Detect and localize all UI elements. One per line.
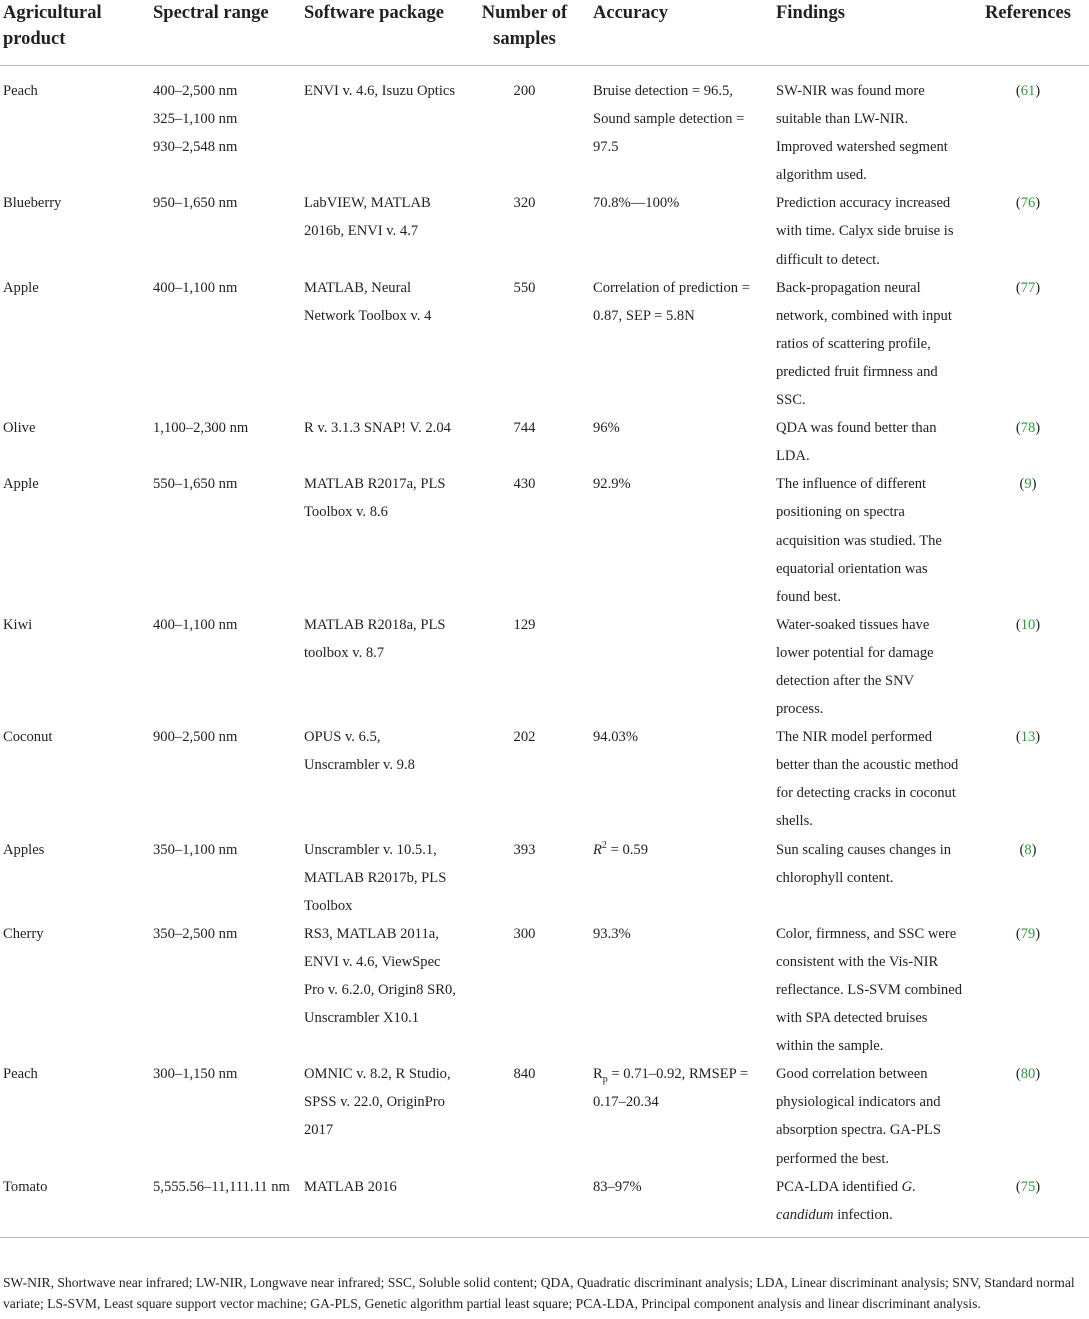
- cell-reference: (77): [1015, 279, 1041, 296]
- range-line: 550–1,650 nm: [153, 476, 238, 493]
- header-accuracy: Accuracy: [593, 3, 668, 23]
- cell-range: [150, 611, 301, 723]
- range-line: 300–1,150 nm: [153, 1066, 238, 1083]
- cell-samples: [462, 1173, 590, 1238]
- table-row: [0, 66, 1089, 190]
- table-row: [0, 1060, 1089, 1172]
- cell-accuracy: 83–97%: [593, 1178, 642, 1195]
- cell-findings: Back-propagation neural network, combined with input ratios of scattering profile, predicted fruit firmness and SSC.: [776, 279, 952, 409]
- cell-accuracy: [590, 611, 773, 723]
- reference-link[interactable]: 13: [1020, 729, 1036, 746]
- rp-value: = 0.71–0.92, RMSEP = 0.17–20.34: [593, 1066, 749, 1111]
- cell-range: [150, 836, 301, 920]
- table-row: [0, 836, 1089, 920]
- cell-findings: Color, firmness, and SSC were consistent with the Vis-NIR reflectance. LS-SVM combined with SPA detected bruises within the sample.: [776, 925, 963, 1055]
- range-line: 400–1,100 nm: [153, 616, 238, 633]
- header-software: Software package: [304, 3, 444, 23]
- reference-link[interactable]: 8: [1024, 841, 1032, 858]
- cell-product: Tomato: [3, 1178, 48, 1195]
- cell-range: [150, 470, 301, 610]
- reference-link[interactable]: 9: [1024, 476, 1032, 493]
- cell-findings: QDA was found better than LDA.: [776, 420, 937, 465]
- cell-reference: (61): [1015, 83, 1041, 99]
- header-references: References: [985, 3, 1071, 23]
- cell-product: Apples: [3, 841, 45, 858]
- range-line: 400–2,500 nm: [153, 83, 238, 99]
- cell-accuracy: 93.3%: [593, 925, 631, 942]
- reference-link[interactable]: 79: [1020, 925, 1036, 942]
- header-samples: Number of samples: [481, 3, 568, 49]
- cell-findings: Good correlation between physiological indicators and absorption spectra. GA-PLS performed the best.: [776, 1066, 941, 1167]
- cell-software: RS3, MATLAB 2011a, ENVI v. 4.6, ViewSpec Pro v. 6.2.0, Origin8 SR0, Unscrambler X10.1: [304, 925, 456, 1027]
- range-line: 5,555.56–11,111.11 nm: [153, 1178, 290, 1195]
- cell-accuracy: 94.03%: [593, 729, 638, 746]
- header-findings: Findings: [776, 3, 845, 23]
- cell-product: Peach: [3, 83, 38, 99]
- cell-software: MATLAB R2017a, PLS Toolbox v. 8.6: [304, 476, 446, 521]
- cell-software: MATLAB 2016: [304, 1178, 397, 1195]
- findings-species: G. candidum: [776, 1178, 916, 1223]
- table-row: [0, 1173, 1089, 1238]
- cell-range: [150, 189, 301, 273]
- header-product: Agricultural product: [3, 3, 102, 49]
- table-header: [0, 0, 1089, 66]
- r2-value: = 0.59: [610, 841, 648, 858]
- cell-software: Unscrambler v. 10.5.1, MATLAB R2017b, PLS Toolbox: [304, 841, 447, 914]
- cell-samples: 202: [513, 729, 536, 746]
- reference-link[interactable]: 77: [1020, 279, 1036, 296]
- table-row: [0, 189, 1089, 273]
- cell-software: MATLAB, Neural Network Toolbox v. 4: [304, 279, 432, 324]
- cell-samples: 200: [513, 83, 536, 99]
- cell-findings: Prediction accuracy increased with time. Calyx side bruise is difficult to detect.: [776, 195, 954, 268]
- cell-reference: (76): [1015, 195, 1041, 212]
- cell-accuracy: 92.9%: [593, 476, 631, 493]
- table-row: [0, 920, 1089, 1060]
- reference-link[interactable]: 10: [1020, 616, 1036, 633]
- cell-software: MATLAB R2018a, PLS toolbox v. 8.7: [304, 616, 446, 661]
- cell-samples: 840: [513, 1066, 536, 1083]
- cell-samples: 430: [513, 476, 536, 493]
- cell-findings: The influence of different positioning on spectra acquisition was studied. The equatorial orientation was found best.: [776, 476, 942, 605]
- table-row: [0, 414, 1089, 470]
- cell-product: Olive: [3, 420, 36, 437]
- cell-software: ENVI v. 4.6, Isuzu Optics: [304, 83, 456, 99]
- reference-link[interactable]: 75: [1020, 1178, 1036, 1195]
- cell-reference: (8): [1019, 841, 1037, 858]
- range-line: 350–1,100 nm: [153, 841, 238, 858]
- cell-range: [150, 723, 301, 835]
- cell-product: Blueberry: [3, 195, 62, 212]
- cell-product: Peach: [3, 1066, 38, 1083]
- cell-product: Apple: [3, 279, 39, 296]
- cell-range: [150, 66, 301, 190]
- cell-software: OPUS v. 6.5, Unscrambler v. 9.8: [304, 729, 415, 774]
- cell-samples: 300: [513, 925, 536, 942]
- cell-reference: (75): [1015, 1178, 1041, 1195]
- cell-accuracy: 96%: [593, 420, 620, 437]
- cell-findings: The NIR model performed better than the acoustic method for detecting cracks in coconut shells.: [776, 729, 959, 830]
- reference-link[interactable]: 80: [1020, 1066, 1036, 1083]
- cell-samples: 550: [513, 279, 536, 296]
- cell-findings: Sun scaling causes changes in chlorophyll content.: [776, 841, 952, 886]
- cell-software: LabVIEW, MATLAB 2016b, ENVI v. 4.7: [304, 195, 431, 240]
- cell-range: [150, 1173, 301, 1238]
- cell-reference: (10): [1015, 616, 1041, 633]
- range-line: 930–2,548 nm: [153, 139, 238, 156]
- cell-reference: (13): [1015, 729, 1041, 746]
- cell-product: Coconut: [3, 729, 53, 746]
- cell-accuracy: $R_p = 0.71-0.92$, RMSEP = 0.17–20.34: [593, 1066, 749, 1111]
- header-range: Spectral range: [153, 3, 269, 23]
- cell-reference: (80): [1015, 1066, 1041, 1083]
- table-row: [0, 611, 1089, 723]
- reference-link[interactable]: 76: [1020, 195, 1036, 212]
- cell-accuracy: Bruise detection = 96.5, Sound sample detection = 97.5: [593, 83, 745, 156]
- table-row: [0, 723, 1089, 835]
- cell-accuracy: 70.8%—100%: [593, 195, 680, 212]
- range-line: 950–1,650 nm: [153, 195, 238, 212]
- cell-product: Kiwi: [3, 616, 33, 633]
- cell-findings: [773, 1173, 970, 1238]
- table-row: [0, 470, 1089, 610]
- cell-reference: (78): [1015, 420, 1041, 437]
- cell-findings: SW-NIR was found more suitable than LW-NIR. Improved watershed segment algorithm used.: [776, 83, 948, 184]
- cell-samples: 393: [513, 841, 536, 858]
- cell-samples: 744: [513, 420, 536, 437]
- reference-link[interactable]: 78: [1020, 420, 1036, 437]
- cell-samples: 129: [513, 616, 536, 633]
- table-footnote: SW-NIR, Shortwave near infrared; LW-NIR, Longwave near infrared; SSC, Soluble solid content; QDA, Quadratic discriminant analysis; LDA, Linear discriminant analysis; SNV, Standard normal variate; LS-SVM, Least square support vector machine; GA-PLS, Genetic algorithm partial least square; PCA-LDA, Principal component analysis and linear discriminant analysis.: [3, 1275, 1075, 1311]
- range-line: 900–2,500 nm: [153, 729, 238, 746]
- findings-text: PCA-LDA identified: [776, 1178, 902, 1195]
- cell-accuracy: $R^2 = 0.59$: [593, 839, 648, 858]
- cell-findings: Water-soaked tissues have lower potential for damage detection after the SNV process.: [776, 616, 934, 718]
- table-row: [0, 274, 1089, 414]
- cell-software: OMNIC v. 8.2, R Studio, SPSS v. 22.0, OriginPro 2017: [304, 1066, 451, 1139]
- range-line: 350–2,500 nm: [153, 925, 238, 942]
- cell-accuracy: Correlation of prediction = 0.87, SEP = 5.8N: [593, 279, 750, 324]
- cell-reference: (9): [1019, 476, 1037, 493]
- reference-link[interactable]: 61: [1020, 83, 1036, 99]
- cell-samples: 320: [513, 195, 536, 212]
- cell-product: Cherry: [3, 925, 44, 942]
- cell-range: [150, 414, 301, 470]
- cell-reference: (79): [1015, 925, 1041, 942]
- cell-product: Apple: [3, 476, 39, 493]
- range-line: 325–1,100 nm: [153, 111, 238, 128]
- range-line: 400–1,100 nm: [153, 279, 238, 296]
- findings-text: infection.: [833, 1206, 893, 1223]
- cell-range: [150, 1060, 301, 1172]
- cell-range: [150, 274, 301, 414]
- cell-range: [150, 920, 301, 1060]
- cell-software: R v. 3.1.3 SNAP! V. 2.04: [304, 420, 451, 437]
- range-line: 1,100–2,300 nm: [153, 420, 249, 437]
